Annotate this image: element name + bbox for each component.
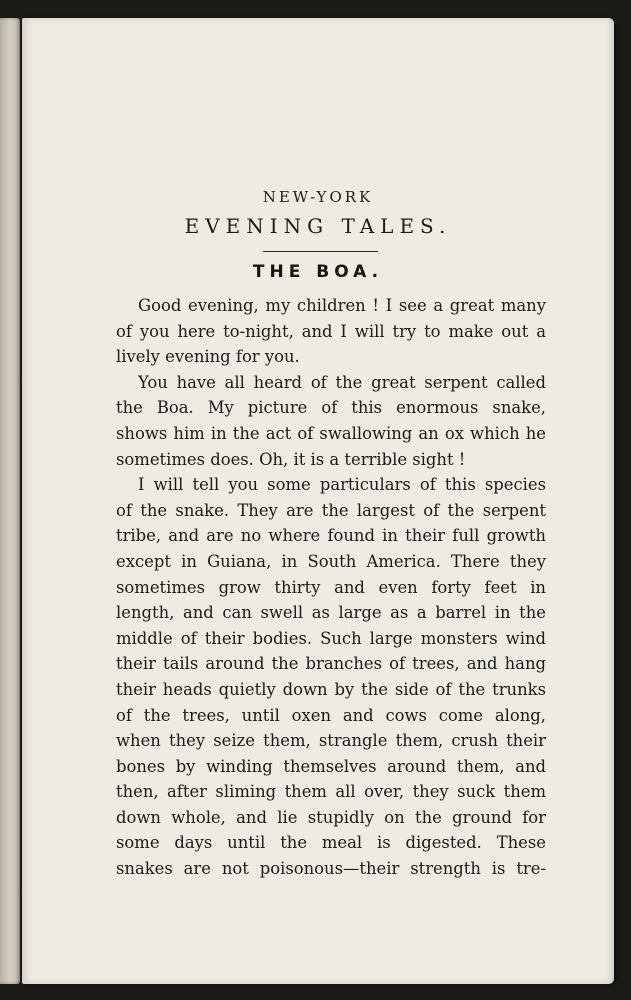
section-title: THE BOA. (252, 262, 384, 282)
text-line: lively evening for you. (116, 347, 300, 367)
text-line: bones by winding themselves around them, and (116, 756, 546, 776)
text-line: middle of their bodies. Such large monsters wind (116, 628, 546, 648)
text-line: except in Guiana, in South America. There they (116, 551, 546, 571)
text-line: length, and can swell as large as a barrel in the (116, 603, 546, 623)
text-line: when they seize them, strangle them, crush their (116, 731, 546, 751)
facing-page-edge (0, 18, 20, 984)
body-text (116, 293, 546, 882)
text-line: shows him in the act of swallowing an ox which he (116, 423, 546, 443)
running-title-line1: NEW-YORK (262, 188, 374, 206)
text-line: snakes are not poisonous—their strength is tre- (116, 859, 546, 879)
text-line: some days until the meal is digested. These (116, 833, 546, 853)
text-line: of the snake. They are the largest of the serpent (116, 500, 546, 520)
text-line: then, after sliming them all over, they suck them (116, 782, 546, 802)
text-line: down whole, and lie stupidly on the ground for (116, 807, 546, 827)
title-rule (263, 251, 378, 252)
book-page (22, 18, 614, 984)
text-line: sometimes grow thirty and even forty feet in (116, 577, 546, 597)
text-line: of the trees, until oxen and cows come along, (116, 705, 546, 725)
text-line: tribe, and are no where found in their full growth (116, 526, 546, 546)
text-line: You have all heard of the great serpent called (138, 372, 546, 392)
text-line: their heads quietly down by the side of the trunks (116, 679, 546, 699)
running-title-line2: EVENING TALES. (184, 214, 452, 238)
text-line: their tails around the branches of trees, and hang (116, 654, 546, 674)
text-line: I will tell you some particulars of this species (138, 475, 546, 495)
text-line: Good evening, my children ! I see a great many (138, 296, 546, 315)
text-line: of you here to-night, and I will try to make out a (116, 321, 546, 341)
text-line: sometimes does. Oh, it is a terrible sight ! (116, 449, 466, 469)
text-line: the Boa. My picture of this enormous snake, (116, 398, 546, 418)
